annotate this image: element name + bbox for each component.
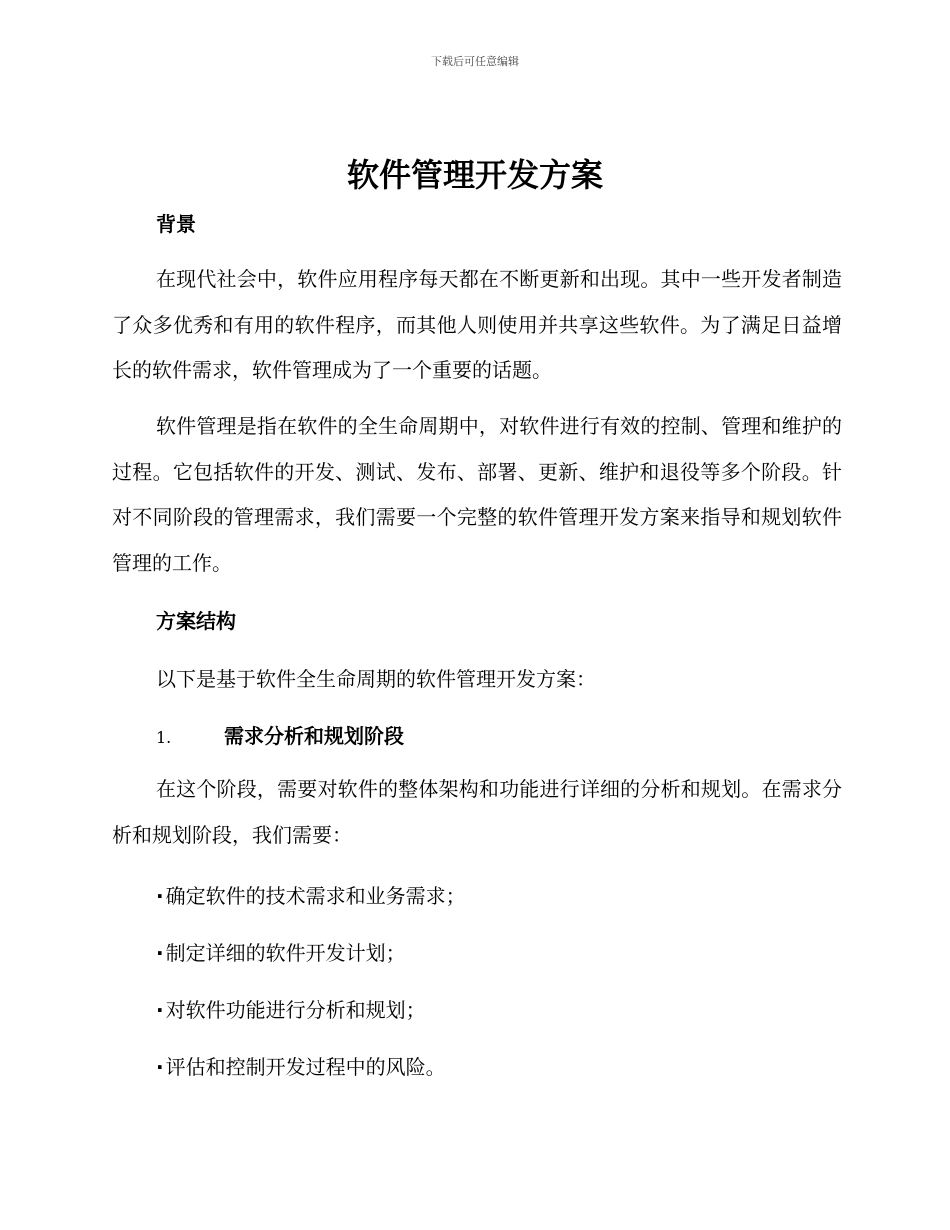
list-number: 1. bbox=[156, 728, 172, 747]
bullet-item bbox=[156, 994, 426, 1023]
stage-1-paragraph: 在这个阶段，需要对软件的整体架构和功能进行详细的分析和规划。在需求分析和规划阶段，我们需要： bbox=[112, 777, 842, 847]
header-note: 下载后可任意编辑 bbox=[431, 55, 519, 68]
bullet-text: 确定软件的技术需求和业务需求； bbox=[165, 884, 466, 908]
bullet-text: 制定详细的软件开发计划； bbox=[165, 941, 406, 965]
bullet-marker: · bbox=[156, 998, 164, 1022]
background-paragraph-2: 软件管理是指在软件的全生命周期中，对软件进行有效的控制、管理和维护的过程。它包括软件的开发、测试、发布、部署、更新、维护和退役等多个阶段。针对不同阶段的管理需求，我们需要一个完整的软件管理开发方案来指导和规划软件管理的工作。 bbox=[112, 414, 842, 575]
bullet-item bbox=[156, 880, 466, 909]
bullet-text: 评估和控制开发过程中的风险。 bbox=[165, 1055, 446, 1079]
numbered-heading-stage-1 bbox=[156, 720, 404, 749]
bullet-text: 对软件功能进行分析和规划； bbox=[165, 998, 426, 1022]
bullet-item bbox=[156, 1051, 446, 1080]
section-heading-background: 背景 bbox=[156, 212, 196, 236]
structure-intro: 以下是基于软件全生命周期的软件管理开发方案： bbox=[156, 667, 596, 691]
bullet-marker: · bbox=[156, 1055, 164, 1079]
bullet-marker: · bbox=[156, 941, 164, 965]
bullet-item bbox=[156, 937, 406, 966]
section-heading-structure: 方案结构 bbox=[156, 609, 236, 633]
stage-heading: 需求分析和规划阶段 bbox=[224, 724, 404, 748]
background-paragraph-1: 在现代社会中，软件应用程序每天都在不断更新和出现。其中一些开发者制造了众多优秀和有用的软件程序，而其他人则使用并共享这些软件。为了满足日益增长的软件需求，软件管理成为了一个重要的话题。 bbox=[112, 267, 842, 382]
bullet-marker: · bbox=[156, 884, 164, 908]
document-title: 软件管理开发方案 bbox=[346, 156, 603, 194]
